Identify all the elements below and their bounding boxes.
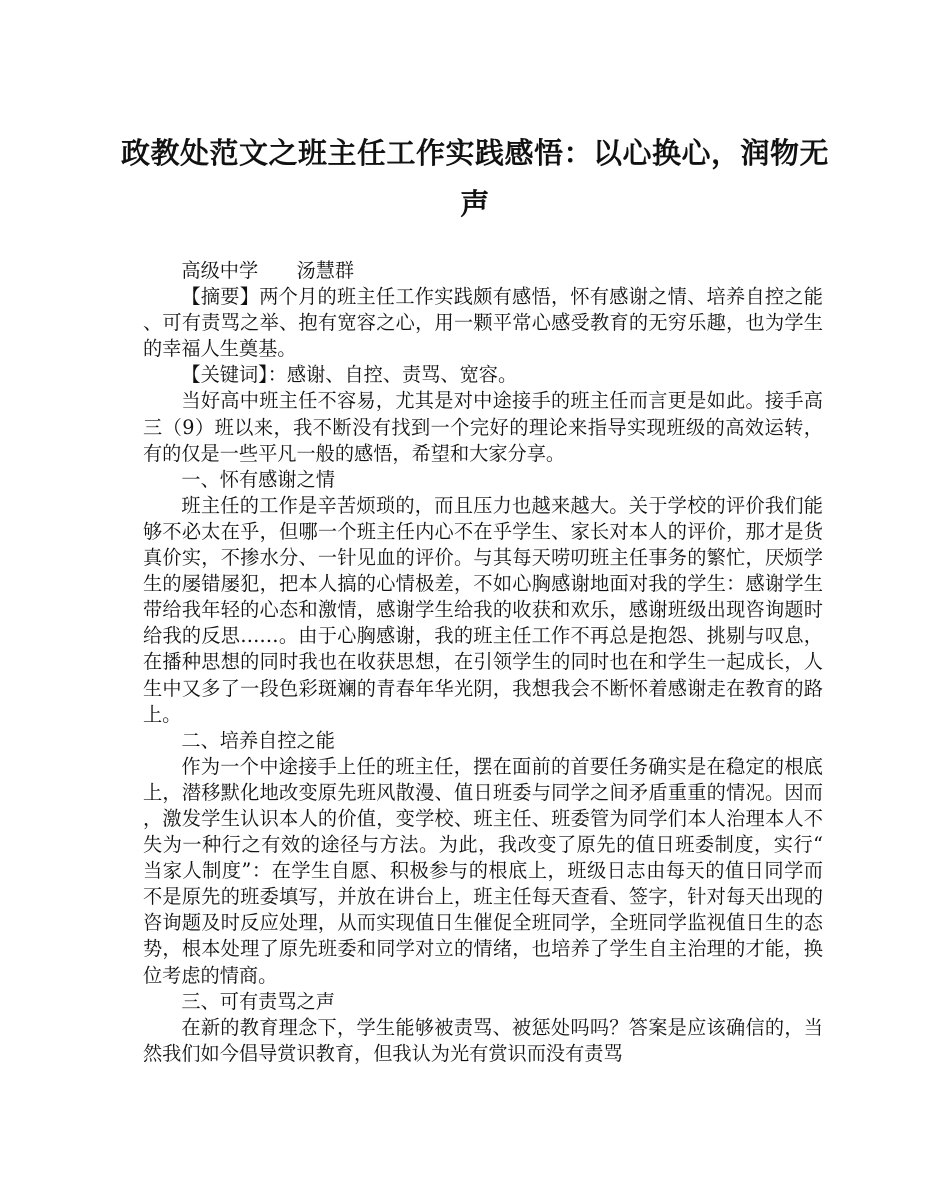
section-heading: 二、培养自控之能 xyxy=(181,728,335,752)
document-title: 政教处范文之班主任工作实践感悟：以心换心，润物无声 xyxy=(120,136,829,221)
body-paragraph: 作为一个中途接手上任的班主任，摆在面前的首要任务确实是在稳定的根底上，潜移默化地改变原先班风散漫、值日班委与同学之间矛盾重重的情况。因而，激发学生认识本人的价值，变学校、班主任、班委管为同学们本人治理本人不失为一种行之有效的途径与方法。为此，我改变了原先的值日班委制度，实行“当家人制度”：在学生自愿、积极参与的根底上，班级日志由每天的值日同学而不是原先的班委填写，并放在讲台上，班主任每天查看、签字，针对每天出现的咨询题及时反应处理，从而实现值日生催促全班同学，全班同学监视值日生的态势，根本处理了原先班委和同学对立的情绪，也培养了学生自主治理的才能，换位考虑的情商。 xyxy=(143,754,823,987)
body-paragraph: 在新的教育理念下，学生能够被责骂、被惩处吗吗？答案是应该确信的，当然我们如今倡导赏识教育，但我认为光有赏识而没有责骂 xyxy=(143,1015,823,1065)
body-paragraph: 当好高中班主任不容易，尤其是对中途接手的班主任而言更是如此。接手高三（9）班以来，我不断没有找到一个完好的理论来指导实现班级的高效运转，有的仅是一些平凡一般的感悟，希望和大家分享。 xyxy=(143,389,823,465)
section-heading: 一、怀有感谢之情 xyxy=(181,467,335,491)
document-body xyxy=(143,258,823,1067)
abstract-paragraph: 【摘要】两个月的班主任工作实践颇有感悟，怀有感谢之情、培养自控之能、可有责骂之举、抱有宽容之心，用一颗平常心感受教育的无穷乐趣，也为学生的幸福人生奠基。 xyxy=(143,285,823,361)
author-line: 高级中学 汤慧群 xyxy=(181,259,355,282)
keywords-paragraph: 【关键词】：感谢、自控、责骂、宽容。 xyxy=(181,363,518,387)
body-paragraph: 班主任的工作是辛苦烦琐的，而且压力也越来越大。关于学校的评价我们能够不必太在乎，但哪一个班主任内心不在乎学生、家长对本人的评价，那才是货真价实，不掺水分、一针见血的评价。与其每天唠叨班主任事务的繁忙，厌烦学生的屡错屡犯，把本人搞的心情极差，不如心胸感谢地面对我的学生：感谢学生带给我年轻的心态和激情，感谢学生给我的收获和欢乐，感谢班级出现咨询题时给我的反思……。由于心胸感谢，我的班主任工作不再总是抱怨、挑剔与叹息，在播种思想的同时我也在收获思想，在引领学生的同时也在和学生一起成长，人生中又多了一段色彩斑斓的青春年华光阴，我想我会不断怀着感谢走在教育的路上。 xyxy=(143,493,823,726)
section-heading: 三、可有责骂之声 xyxy=(181,989,335,1013)
